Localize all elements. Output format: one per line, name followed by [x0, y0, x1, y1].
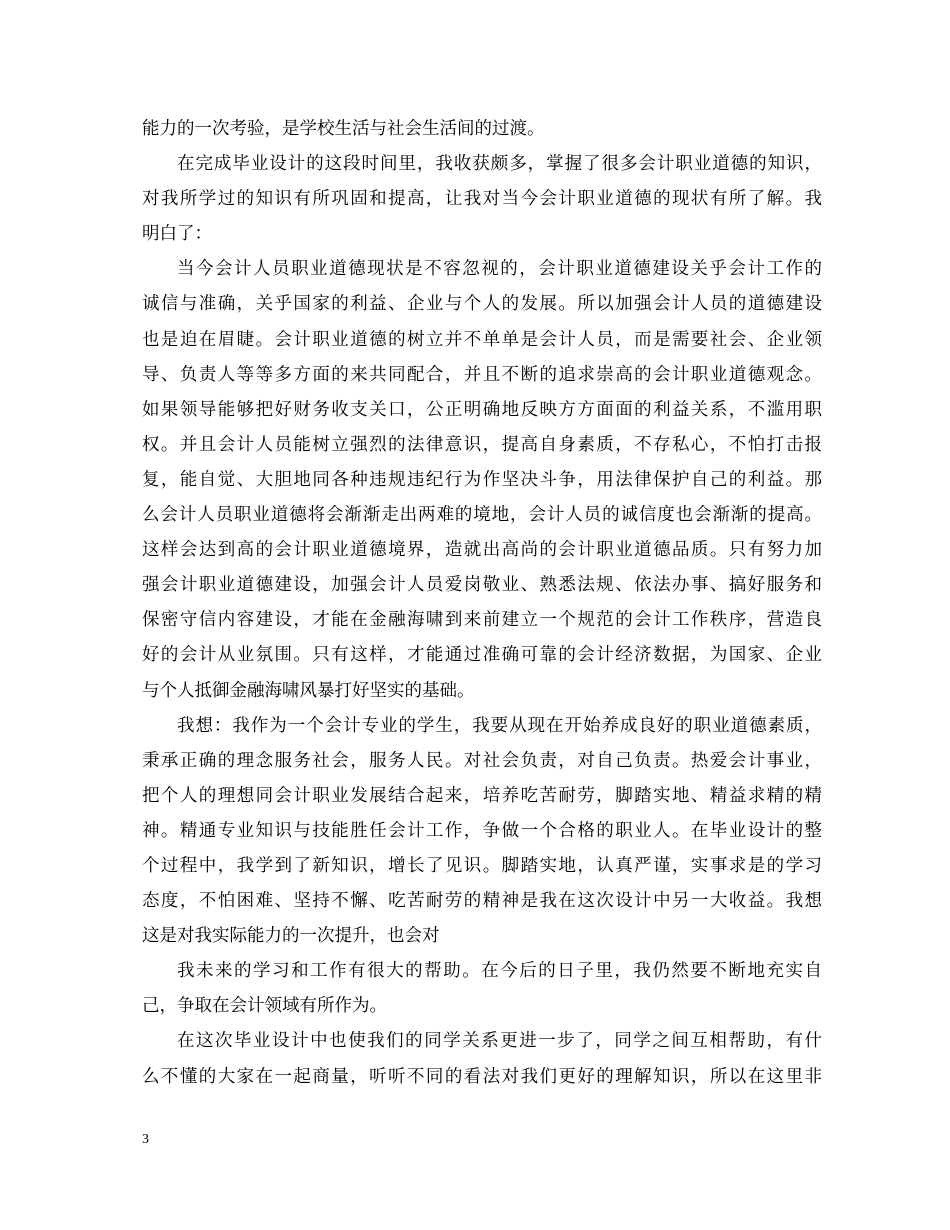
text-line: 强会计职业道德建设，加强会计人员爱岗敬业、熟悉法规、依法办事、搞好服务和: [142, 575, 822, 596]
text-line: 态度，不怕困难、坚持不懈、吃苦耐劳的精神是我在这次设计中另一大收益。我想: [142, 891, 822, 912]
text-line: 能力的一次考验，是学校生活与社会生活间的过渡。: [142, 119, 545, 139]
text-line: 也是迫在眉睫。会计职业道德的树立并不单单是会计人员，而是需要社会、企业领: [142, 329, 822, 350]
body-text: [142, 112, 822, 1095]
text-line: 我未来的学习和工作有很大的帮助。在今后的日子里，我仍然要不断地充实自: [177, 961, 822, 982]
text-line: 在这次毕业设计中也使我们的同学关系更进一步了，同学之间互相帮助，有什: [177, 1031, 822, 1052]
text-line: 么会计人员职业道德将会渐渐走出两难的境地，会计人员的诚信度也会渐渐的提高。: [142, 505, 822, 526]
text-line: 当今会计人员职业道德现状是不容忽视的，会计职业道德建设关乎会计工作的: [177, 259, 822, 280]
text-line: 神。精通专业知识与技能胜任会计工作，争做一个合格的职业人。在毕业设计的整: [142, 820, 822, 841]
text-line: 明白了：: [142, 224, 212, 245]
text-line: 诚信与准确，关乎国家的利益、企业与个人的发展。所以加强会计人员的道德建设: [142, 294, 822, 315]
text-line: 把个人的理想同会计职业发展结合起来，培养吃苦耐劳，脚踏实地、精益求精的精: [142, 785, 822, 806]
text-line: 复，能自觉、大胆地同各种违规违纪行为作坚决斗争，用法律保护自己的利益。那: [142, 469, 822, 490]
text-line: 这样会达到高的会计职业道德境界，造就出高尚的会计职业道德品质。只有努力加: [142, 540, 822, 561]
text-line: 我想：我作为一个会计专业的学生，我要从现在开始养成良好的职业道德素质，: [177, 715, 822, 736]
text-line: 秉承正确的理念服务社会，服务人民。对社会负责，对自己负责。热爱会计事业，: [142, 750, 822, 771]
text-line: 如果领导能够把好财务收支关口，公正明确地反映方方面面的利益关系，不滥用职: [142, 399, 822, 420]
text-line: 么不懂的大家在一起商量，听听不同的看法对我们更好的理解知识，所以在这里非: [142, 1066, 822, 1087]
text-line: 在完成毕业设计的这段时间里，我收获颇多，掌握了很多会计职业道德的知识，: [177, 154, 822, 175]
text-line: 导、负责人等等多方面的来共同配合，并且不断的追求崇高的会计职业道德观念。: [142, 364, 822, 385]
text-line: 保密守信内容建设，才能在金融海啸到来前建立一个规范的会计工作秩序，营造良: [142, 610, 822, 631]
text-line: 这是对我实际能力的一次提升，也会对: [142, 926, 440, 947]
text-line: 个过程中，我学到了新知识，增长了见识。脚踏实地，认真严谨，实事求是的学习: [142, 855, 822, 876]
text-line: 对我所学过的知识有所巩固和提高，让我对当今会计职业道德的现状有所了解。我: [142, 189, 822, 210]
text-line: 与个人抵御金融海啸风暴打好坚实的基础。: [142, 680, 475, 701]
page-number: 3: [142, 1132, 149, 1147]
text-line: 好的会计从业氛围。只有这样，才能通过准确可靠的会计经济数据，为国家、企业: [142, 645, 822, 666]
text-line: 己，争取在会计领域有所作为。: [142, 996, 387, 1017]
text-line: 权。并且会计人员能树立强烈的法律意识，提高自身素质，不存私心，不怕打击报: [142, 434, 822, 455]
